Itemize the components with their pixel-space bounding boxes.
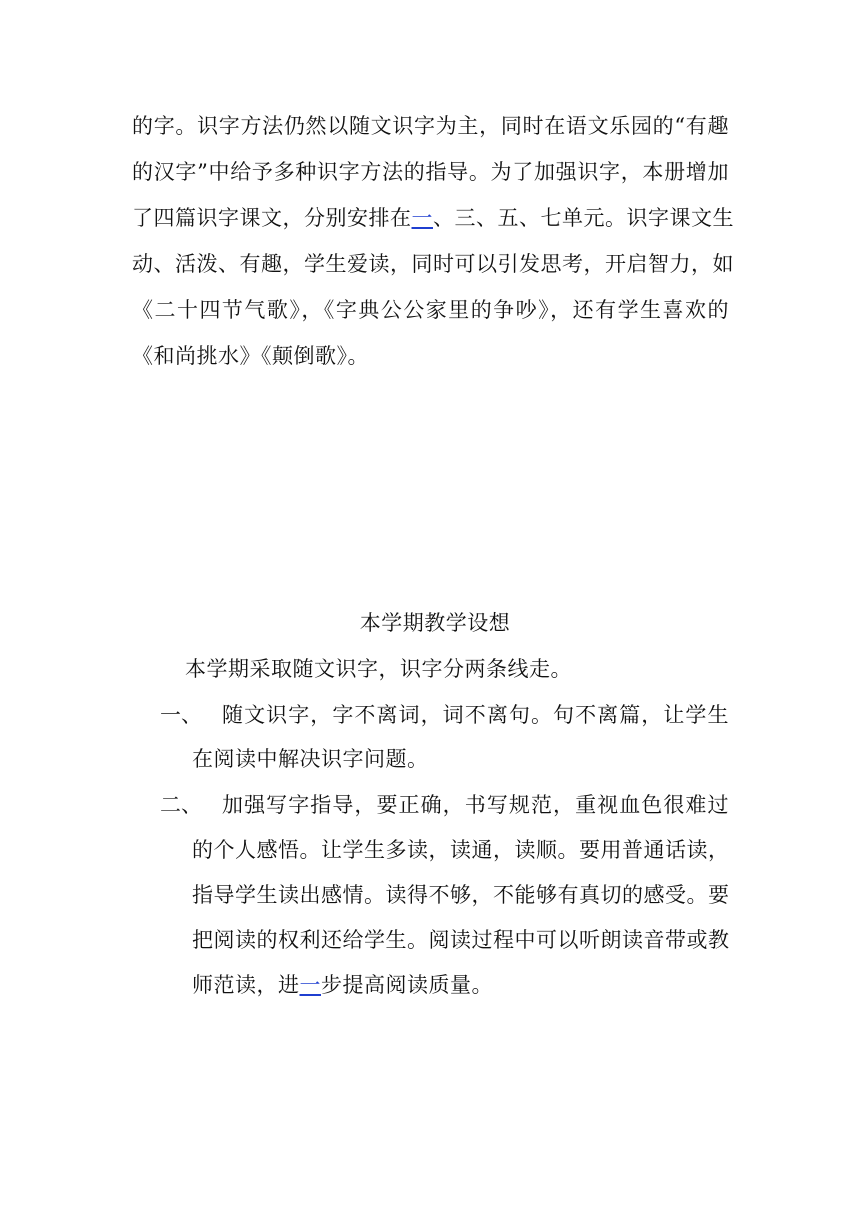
paragraph-text: 了四篇识字课文，分别安排在 bbox=[132, 206, 412, 230]
paragraph-line: 的字。识字方法仍然以随文识字为主，同时在语文乐园的“有趣 bbox=[132, 114, 729, 138]
paragraph-line: 《和尚挑水》《颠倒歌》。 bbox=[132, 344, 369, 368]
section-intro: 本学期采取随文识字，识字分两条线走。 bbox=[185, 657, 572, 681]
paragraph-line bbox=[132, 204, 734, 232]
list-item-line: 随文识字，字不离词，词不离句。句不离篇，让学生 bbox=[222, 703, 729, 727]
step-link[interactable]: 一 bbox=[299, 973, 321, 997]
list-item-line: 加强写字指导，要正确，书写规范，重视血色很难过 bbox=[222, 793, 729, 817]
list-item-line: 的个人感悟。让学生多读，读通，读顺。要用普通话读， bbox=[192, 838, 730, 862]
paragraph-line: 动、活泼、有趣，学生爱读，同时可以引发思考，开启智力，如 bbox=[132, 252, 734, 276]
list-item-line: 在阅读中解决识字问题。 bbox=[192, 747, 429, 771]
paragraph-text: 、三、五、七单元。识字课文生 bbox=[433, 206, 734, 230]
list-item-text: 师范读，进 bbox=[192, 973, 300, 997]
list-item-number: 一、 bbox=[160, 703, 202, 727]
list-item-line: 把阅读的权利还给学生。阅读过程中可以听朗读音带或教 bbox=[192, 928, 730, 952]
list-item-line bbox=[192, 971, 729, 999]
paragraph-line: 的汉字”中给予多种识字方法的指导。为了加强识字，本册增加 bbox=[132, 160, 729, 184]
section-title: 本学期教学设想 bbox=[359, 611, 511, 635]
list-item-text: 步提高阅读质量。 bbox=[321, 973, 493, 997]
paragraph-line: 《二十四节气歌》，《字典公公家里的争吵》，还有学生喜欢的 bbox=[132, 298, 729, 322]
list-item-number: 二、 bbox=[160, 793, 202, 817]
unit-link[interactable]: 一 bbox=[411, 206, 433, 230]
list-item-line: 指导学生读出感情。读得不够，不能够有真切的感受。要 bbox=[192, 883, 730, 907]
